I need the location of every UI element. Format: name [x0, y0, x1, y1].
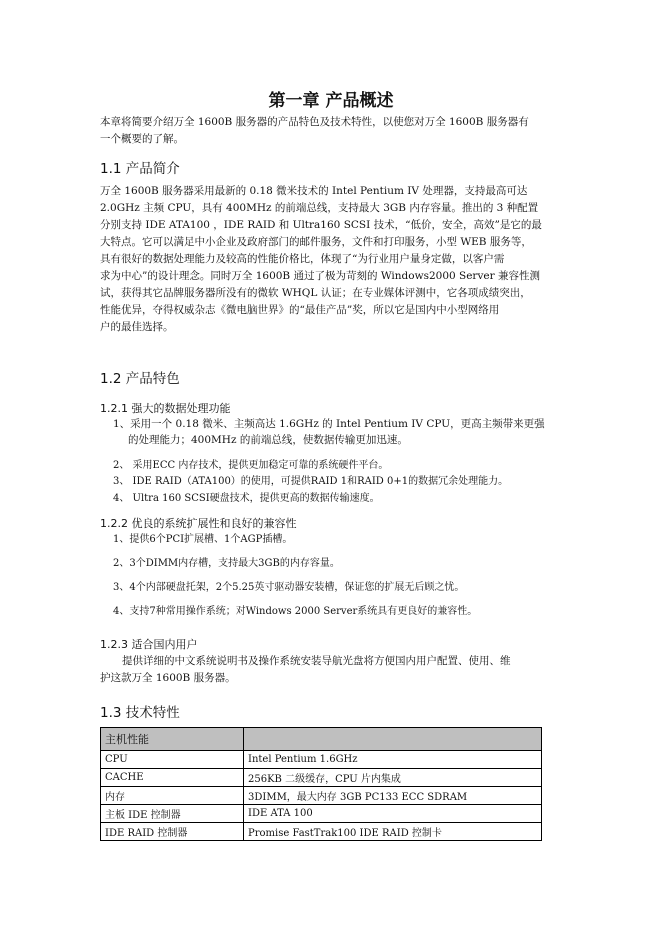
feature-item-2: 2、 采用ECC 内存技术，提供更加稳定可靠的系统硬件平台。	[113, 460, 389, 471]
table-header-row	[101, 728, 542, 751]
s1-line-4: 大特点。它可以满足中小企业及政府部门的邮件服务，文件和打印服务，小型 WEB 服务等，	[100, 236, 532, 248]
s1-line-3: 分别支持 IDE ATA100 ，IDE RAID 和 Ultra160 SCSI 技术，“低价，安全，高效”是它的最	[100, 219, 542, 231]
intro-line-2: 一个概要的了解。	[100, 133, 184, 145]
expansion-item-1: 1、提供6个PCI扩展槽、1个AGP插槽。	[113, 534, 293, 545]
feature-item-1-line-1: 1、采用一个 0.18 微米、主频高达 1.6GHz 的 Intel Pentium IV CPU，更高主频带来更强	[113, 418, 545, 430]
expansion-item-4: 4、支持7种常用操作系统；对Windows 2000 Server系统具有更良好的兼容性。	[113, 606, 478, 617]
s1-line-6: 求为中心”的设计理念。同时万全 1600B 通过了极为苛刻的 Windows2000 Server 兼容性测	[100, 270, 540, 282]
table-row	[101, 787, 542, 805]
s1-line-8: 性能优异，夺得权威杂志《微电脑世界》的“最佳产品”奖，所以它是国内中小型网络用	[100, 304, 500, 316]
spec-table	[100, 727, 542, 841]
table-row	[101, 805, 542, 823]
domestic-line-2: 护这款万全 1600B 服务器。	[100, 672, 236, 684]
table-cell-label: 内存	[101, 787, 244, 805]
section-heading-1-2: 1.2 产品特色	[100, 371, 180, 387]
feature-item-4: 4、 Ultra 160 SCSI硬盘技术，提供更高的数据传输速度。	[113, 493, 380, 504]
expansion-item-2: 2、3个DIMM内存槽，支持最大3GB的内存容量。	[113, 558, 340, 569]
s1-line-2: 2.0GHz 主频 CPU，具有 400MHz 的前端总线，支持最大 3GB 内存容量。推出的 3 种配置	[100, 202, 539, 214]
intro-line-1: 本章将简要介绍万全 1600B 服务器的产品特色及技术特性，以使您对万全 1600B 服务器有	[100, 116, 529, 128]
table-cell-value: IDE ATA 100	[244, 805, 542, 823]
table-cell-value: Intel Pentium 1.6GHz	[244, 751, 542, 769]
section-heading-1-1: 1.1 产品简介	[100, 161, 180, 177]
feature-item-3: 3、 IDE RAID（ATA100）的使用，可提供RAID 1和RAID 0+1的数据冗余处理能力。	[113, 476, 509, 487]
subsection-heading-1-2-3: 1.2.3 适合国内用户	[100, 638, 198, 651]
subsection-heading-1-2-2: 1.2.2 优良的系统扩展性和良好的兼容性	[100, 517, 297, 530]
s1-line-7: 试，获得其它品牌服务器所没有的微软 WHQL 认证；在专业媒体评测中，它各项成绩突出，	[100, 287, 531, 299]
table-cell-value: Promise FastTrak100 IDE RAID 控制卡	[244, 823, 542, 841]
table-header-cell	[244, 728, 542, 751]
section-heading-1-3: 1.3 技术特性	[100, 705, 180, 721]
table-cell-value: 3DIMM，最大内存 3GB PC133 ECC SDRAM	[244, 787, 542, 805]
s1-line-5: 具有很好的数据处理能力及较高的性能价格比，体现了“为行业用户量身定做，以客户需	[100, 253, 505, 265]
subsection-heading-1-2-1: 1.2.1 强大的数据处理功能	[100, 402, 231, 415]
table-cell-label: CPU	[101, 751, 244, 769]
table-row	[101, 751, 542, 769]
feature-item-1-line-2: 的处理能力；400MHz 的前端总线，使数据传输更加迅速。	[128, 434, 408, 446]
s1-line-9: 户的最佳选择。	[100, 321, 174, 333]
table-cell-value: 256KB 二级缓存，CPU 片内集成	[244, 769, 542, 787]
table-cell-label: CACHE	[101, 769, 244, 787]
table-cell-label: 主板 IDE 控制器	[101, 805, 244, 823]
domestic-line-1: 提供详细的中文系统说明书及操作系统安装导航光盘将方便国内用户配置、使用、维	[122, 655, 511, 667]
table-row	[101, 823, 542, 841]
table-cell-label: IDE RAID 控制器	[101, 823, 244, 841]
table-row	[101, 769, 542, 787]
table-header-cell: 主机性能	[101, 728, 244, 751]
expansion-item-3: 3、4个内部硬盘托架，2个5.25英寸驱动器安装槽，保证您的扩展无后顾之忧。	[113, 582, 465, 593]
s1-line-1: 万全 1600B 服务器采用最新的 0.18 微米技术的 Intel Pentium IV 处理器，支持最高可达	[100, 185, 528, 197]
chapter-title: 第一章 产品概述	[268, 91, 394, 111]
